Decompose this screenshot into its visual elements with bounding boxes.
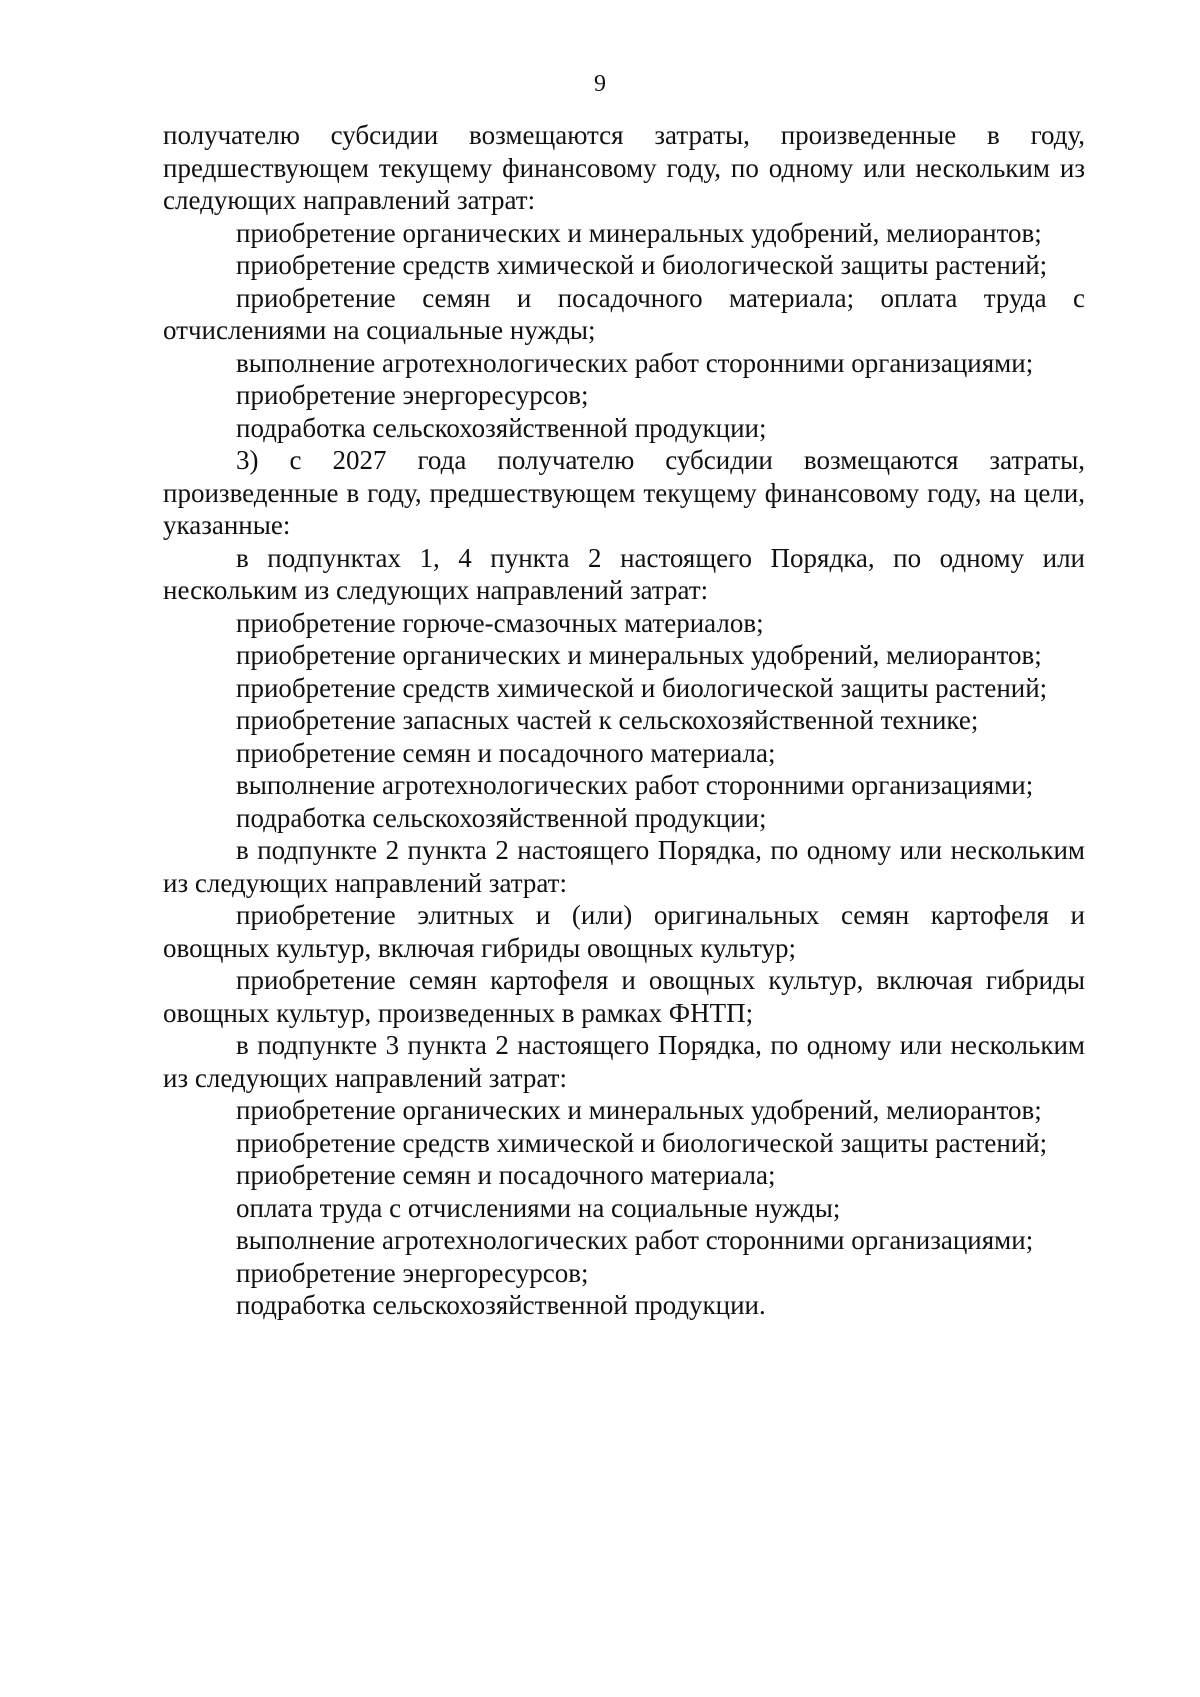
list-item-plant-protection: приобретение средств химической и биологической защиты растений; bbox=[236, 250, 1048, 280]
clause-3-paragraph: 3) с 2027 года получателю субсидии возмещаются затраты, произведенные в году, предшествующем текущему финансовому году, на цели, указанные: bbox=[163, 445, 1085, 540]
list-item-fertilizers: приобретение органических и минеральных удобрений, мелиорантов; bbox=[236, 217, 1042, 248]
list-item-seeds: приобретение семян и посадочного материала; bbox=[236, 737, 776, 768]
subclause-2-intro: в подпункте 2 пункта 2 настоящего Порядка, по одному или нескольким из следующих направлений затрат: bbox=[163, 835, 1085, 898]
list-item-elite-seeds: приобретение элитных и (или) оригинальных семян картофеля и овощных культур, включая гибриды овощных культур; bbox=[163, 900, 1085, 963]
list-item-agrotech-works: выполнение агротехнологических работ сторонними организациями; bbox=[236, 347, 1034, 378]
list-item-labor: оплата труда с отчислениями на социальные нужды; bbox=[236, 1192, 841, 1223]
paragraph-continuation: получателю субсидии возмещаются затраты, произведенные в году, предшествующем текущему финансовому году, по одному или нескольким из следующих направлений затрат: bbox=[163, 120, 1085, 215]
list-item-agrotech-works: выполнение агротехнологических работ сторонними организациями; bbox=[236, 770, 1034, 800]
list-item-seeds: приобретение семян и посадочного материала; bbox=[236, 1160, 776, 1190]
list-item-fertilizers: приобретение органических и минеральных удобрений, мелиорантов; bbox=[236, 1095, 1042, 1125]
list-item-fuel-lubricants: приобретение горюче-смазочных материалов; bbox=[236, 607, 764, 638]
subclauses-1-4-intro: в подпунктах 1, 4 пункта 2 настоящего Порядка, по одному или нескольким из следующих направлений затрат: bbox=[163, 542, 1085, 605]
list-item-processing-final: подработка сельскохозяйственной продукции. bbox=[236, 1290, 766, 1320]
list-item-processing: подработка сельскохозяйственной продукции; bbox=[236, 412, 767, 443]
list-item-plant-protection: приобретение средств химической и биологической защиты растений; bbox=[236, 672, 1048, 703]
list-item-fntp-seeds: приобретение семян картофеля и овощных культур, включая гибриды овощных культур, произведенных в рамках ФНТП; bbox=[163, 965, 1085, 1028]
list-item-processing: подработка сельскохозяйственной продукции; bbox=[236, 802, 767, 833]
list-item-energy: приобретение энергоресурсов; bbox=[236, 1257, 589, 1288]
list-item-agrotech-works: выполнение агротехнологических работ сторонними организациями; bbox=[236, 1225, 1034, 1255]
document-body bbox=[163, 119, 1085, 1322]
page-number: 9 bbox=[594, 71, 606, 97]
list-item-spare-parts: приобретение запасных частей к сельскохозяйственной технике; bbox=[236, 705, 979, 735]
list-item-seeds-and-labor: приобретение семян и посадочного материала; оплата труда с отчислениями на социальные нужды; bbox=[163, 282, 1085, 345]
list-item-fertilizers: приобретение органических и минеральных удобрений, мелиорантов; bbox=[236, 640, 1042, 670]
list-item-energy: приобретение энергоресурсов; bbox=[236, 380, 589, 410]
subclause-3-intro: в подпункте 3 пункта 2 настоящего Порядка, по одному или нескольким из следующих направлений затрат: bbox=[163, 1030, 1085, 1093]
list-item-plant-protection: приобретение средств химической и биологической защиты растений; bbox=[236, 1127, 1048, 1158]
